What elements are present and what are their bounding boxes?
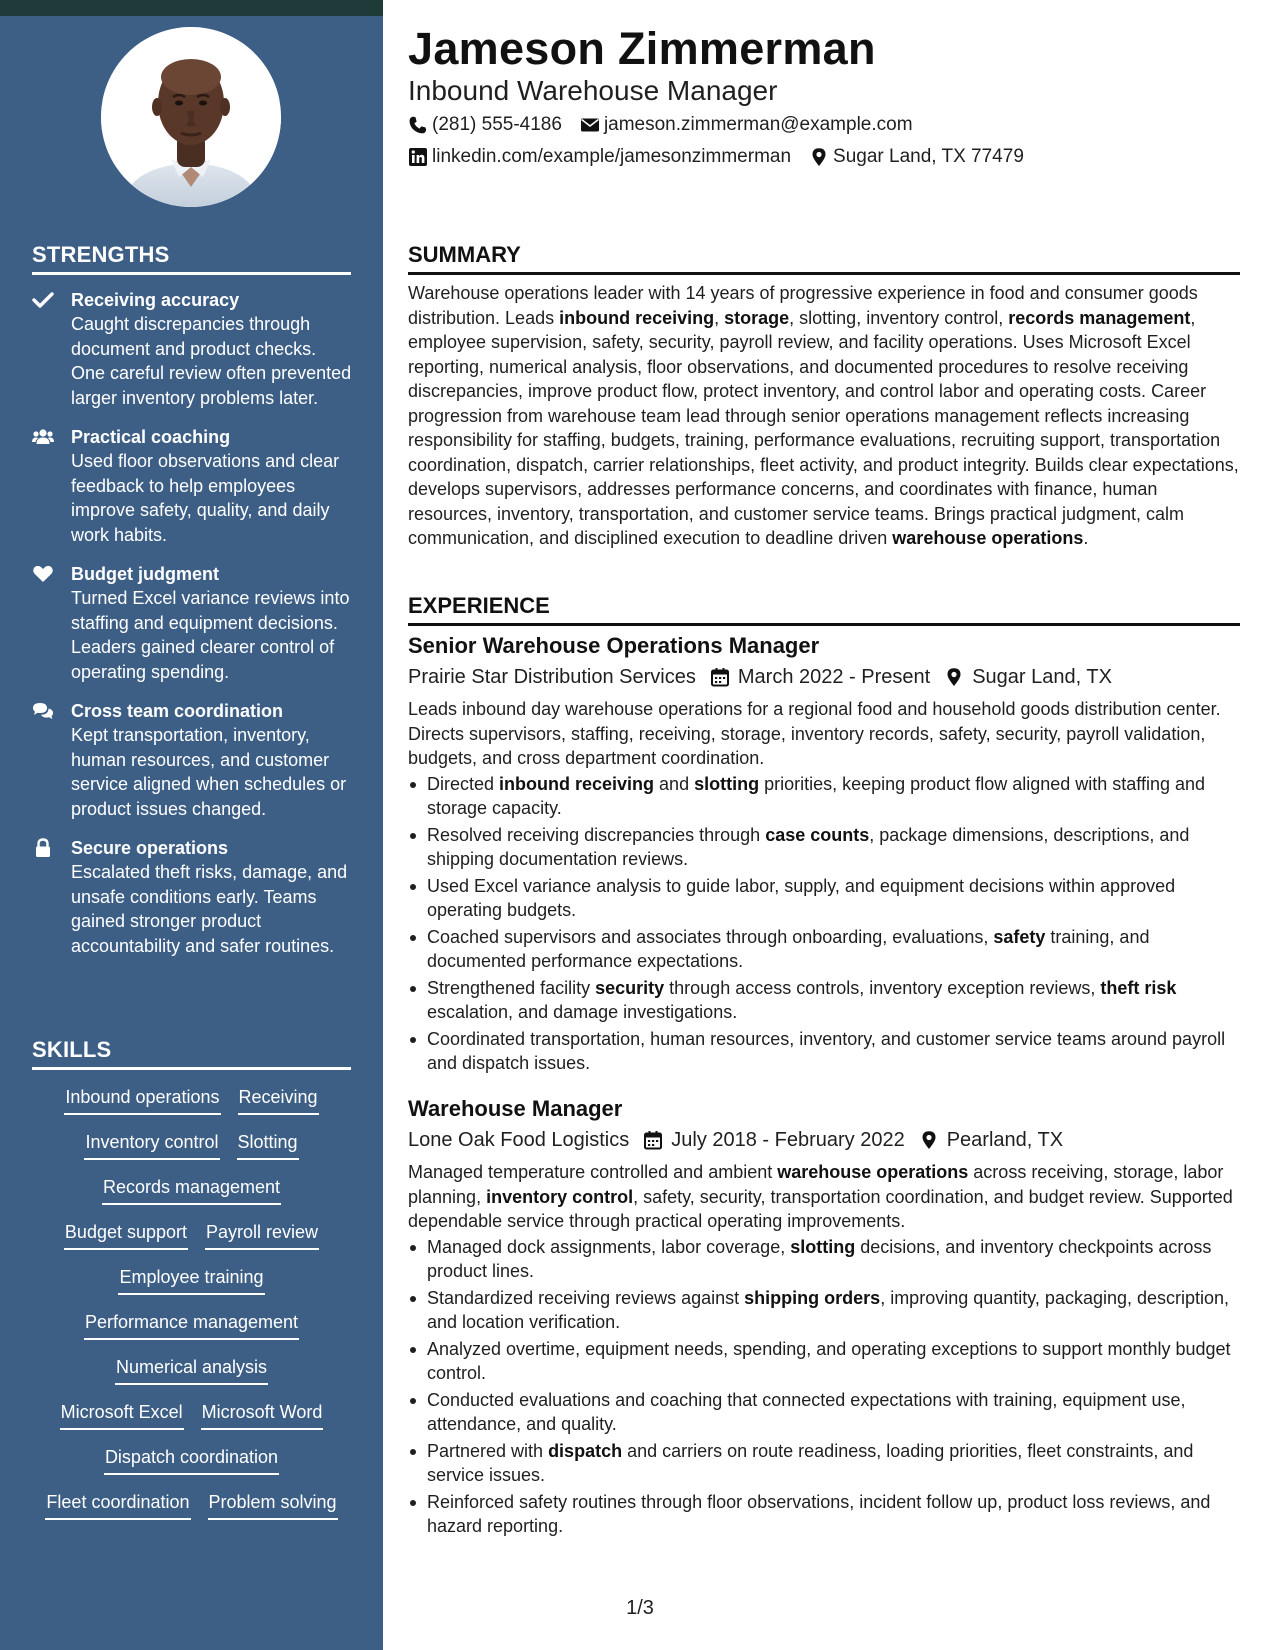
text-segment: escalation, and damage investigations. bbox=[427, 1002, 738, 1022]
job-location-text: Sugar Land, TX bbox=[972, 666, 1112, 688]
job-location-text: Pearland, TX bbox=[946, 1129, 1064, 1151]
text-segment: and carriers on route readiness, loading priorities, fleet constraints, and service issues. bbox=[427, 1440, 1194, 1485]
company-name: Prairie Star Distribution Services bbox=[408, 666, 696, 688]
text-segment: , employee supervision, safety, security, payroll review, and facility operations. Uses Microsoft Excel reporting, numerical analysis, floor observations, and documented procedures to resolve receiving discrepancies, improve product flow, protect inventory, and control labor and operating costs. Career progression from warehouse team lead through senior operations management reflects increasing responsibility for staffing, budgets, training, performance evaluations, recruiting support, transportation coordination, dispatch, carrier relationships, fleet activity, and product integrity. Builds clear expectations, develops supervisors, addresses performance concerns, and coordinates with finance, human resources, inventory, transportation, and customer service teams. Brings practical judgment, calm communication, and disciplined execution to deadline driven bbox=[408, 307, 1239, 548]
text-segment: training, and documented performance expectations. bbox=[427, 926, 1150, 971]
text-segment: . bbox=[1083, 528, 1089, 548]
skill-row bbox=[32, 1445, 351, 1490]
bullet-item bbox=[408, 874, 1240, 923]
lock-icon bbox=[32, 838, 54, 858]
text-segment: Managed dock assignments, labor coverage, bbox=[427, 1236, 791, 1257]
text-segment: , package dimensions, descriptions, and shipping documentation reviews. bbox=[427, 824, 1190, 869]
job-entry bbox=[408, 1095, 1240, 1541]
skill-row bbox=[32, 1085, 351, 1130]
skill-tag: Employee training bbox=[118, 1265, 264, 1295]
linkedin-url[interactable]: linkedin.com/example/jamesonzimmerman bbox=[432, 146, 792, 167]
strengths-heading: STRENGTHS bbox=[32, 242, 351, 275]
comments-icon bbox=[32, 701, 54, 721]
bullet-item bbox=[408, 823, 1240, 872]
map-pin-icon bbox=[944, 667, 964, 687]
bullet-item bbox=[408, 1235, 1240, 1284]
bullet-item bbox=[408, 1286, 1240, 1335]
skill-row bbox=[32, 1130, 351, 1175]
phone-icon bbox=[408, 115, 428, 135]
skill-tag: Microsoft Excel bbox=[60, 1400, 184, 1430]
strength-description: Used floor observations and clear feedback to help employees improve safety, quality, and daily work habits. bbox=[71, 451, 340, 545]
map-pin-icon bbox=[809, 147, 829, 167]
skill-tag: Slotting bbox=[237, 1130, 299, 1160]
job-bullets bbox=[408, 772, 1240, 1076]
skill-row bbox=[32, 1175, 351, 1220]
text-segment: Leads inbound day warehouse operations for a regional food and household goods distribution center. Directs supervisors, staffing, receiving, storage, inventory records, safety, security, payroll validation, budgets, and cross department coordination. bbox=[408, 699, 1221, 768]
text-segment: Strengthened facility bbox=[427, 977, 596, 998]
text-segment: Used Excel variance analysis to guide labor, supply, and equipment decisions within approved operating budgets. bbox=[427, 875, 1176, 920]
emphasized-text: inbound receiving bbox=[499, 773, 655, 794]
skill-row bbox=[32, 1355, 351, 1400]
map-pin-icon bbox=[919, 1130, 939, 1150]
job-description bbox=[408, 697, 1240, 771]
strength-description: Caught discrepancies through document and product checks. One careful review often prevented larger inventory problems later. bbox=[71, 314, 352, 408]
skill-tag: Numerical analysis bbox=[115, 1355, 268, 1385]
emphasized-text: safety bbox=[993, 926, 1046, 947]
bullet-item bbox=[408, 1490, 1240, 1539]
text-segment: , safety, security, transportation coordination, and budget review. Supported dependable service through practical operating improvements. bbox=[408, 1186, 1233, 1231]
job-dates-text: March 2022 - Present bbox=[737, 666, 931, 688]
users-icon bbox=[32, 427, 54, 447]
phone-number: (281) 555-4186 bbox=[432, 114, 562, 135]
emphasized-text: shipping orders bbox=[744, 1287, 881, 1308]
skill-row bbox=[32, 1400, 351, 1445]
profile-photo bbox=[101, 27, 281, 207]
skill-tag: Fleet coordination bbox=[45, 1490, 190, 1520]
job-dates bbox=[643, 1126, 904, 1154]
emphasized-text: slotting bbox=[790, 1236, 856, 1257]
strength-item bbox=[32, 562, 352, 684]
linkedin-icon bbox=[408, 147, 428, 167]
bullet-item bbox=[408, 1337, 1240, 1386]
page-number: 1/3 bbox=[626, 1597, 654, 1619]
profile-photo-image bbox=[101, 27, 281, 207]
skill-tag: Problem solving bbox=[208, 1490, 338, 1520]
skill-tag: Receiving bbox=[238, 1085, 319, 1115]
job-meta bbox=[408, 1126, 1240, 1154]
job-dates bbox=[710, 663, 930, 691]
summary-text bbox=[408, 281, 1240, 551]
job-entry bbox=[408, 632, 1240, 1078]
skill-row bbox=[32, 1265, 351, 1310]
text-segment: Reinforced safety routines through floor observations, incident follow up, product loss reviews, and hazard reporting. bbox=[427, 1491, 1211, 1536]
emphasized-text: case counts bbox=[765, 824, 870, 845]
text-segment: Analyzed overtime, equipment needs, spending, and operating exceptions to support monthly budget control. bbox=[427, 1338, 1231, 1383]
sidebar-top-bar bbox=[0, 0, 383, 16]
emphasized-text: security bbox=[595, 977, 665, 998]
text-segment: , slotting, inventory control, bbox=[789, 307, 1009, 328]
email-contact[interactable] bbox=[580, 113, 913, 137]
text-segment: , bbox=[714, 307, 725, 328]
bullet-item bbox=[408, 772, 1240, 821]
text-segment: Directed bbox=[427, 773, 500, 794]
skills-heading: SKILLS bbox=[32, 1037, 351, 1070]
text-segment: , improving quantity, packaging, description, and location verification. bbox=[427, 1287, 1230, 1332]
job-dates-text: July 2018 - February 2022 bbox=[671, 1129, 905, 1151]
emphasized-text: dispatch bbox=[548, 1440, 623, 1461]
job-description bbox=[408, 1160, 1240, 1234]
skill-row bbox=[32, 1310, 351, 1355]
envelope-icon bbox=[580, 115, 600, 135]
sidebar bbox=[0, 0, 383, 1650]
text-segment: Warehouse operations leader with 14 years of progressive experience in food and consumer goods distribution. Leads bbox=[408, 283, 1198, 328]
skill-row bbox=[32, 1220, 351, 1265]
contact-row bbox=[408, 113, 931, 137]
phone-contact bbox=[408, 113, 562, 137]
bullet-item bbox=[408, 1388, 1240, 1437]
emphasized-text: inbound receiving bbox=[559, 307, 715, 328]
strength-description: Escalated theft risks, damage, and unsafe conditions early. Teams gained stronger product accountability and safer routines. bbox=[71, 862, 348, 956]
strength-title: Cross team coordination bbox=[71, 701, 284, 721]
location-contact bbox=[809, 145, 1024, 169]
location-text: Sugar Land, TX 77479 bbox=[833, 146, 1024, 167]
bullet-item bbox=[408, 1439, 1240, 1488]
email-address[interactable]: jameson.zimmerman@example.com bbox=[603, 114, 913, 135]
strength-item bbox=[32, 425, 352, 547]
text-segment: through access controls, inventory exception reviews, bbox=[664, 977, 1101, 998]
job-title: Senior Warehouse Operations Manager bbox=[408, 633, 820, 658]
strength-item bbox=[32, 836, 352, 958]
job-bullets bbox=[408, 1235, 1240, 1539]
emphasized-text: warehouse operations bbox=[777, 1162, 969, 1182]
strength-title: Receiving accuracy bbox=[71, 290, 240, 310]
company-name: Lone Oak Food Logistics bbox=[408, 1129, 630, 1151]
heart-icon bbox=[32, 564, 54, 584]
text-segment: Coached supervisors and associates through onboarding, evaluations, bbox=[427, 926, 994, 947]
strength-title: Practical coaching bbox=[71, 427, 231, 447]
text-segment: priorities, keeping product flow aligned with staffing and storage capacity. bbox=[427, 773, 1206, 818]
bullet-item bbox=[408, 976, 1240, 1025]
linkedin-contact[interactable] bbox=[408, 145, 791, 169]
job-meta bbox=[408, 663, 1240, 691]
text-segment: Conducted evaluations and coaching that connected expectations with training, equipment use, attendance, and quality. bbox=[427, 1389, 1186, 1434]
emphasized-text: slotting bbox=[694, 773, 760, 794]
text-segment: Partnered with bbox=[427, 1440, 549, 1461]
skill-tag: Inbound operations bbox=[64, 1085, 220, 1115]
contact-row bbox=[408, 145, 1042, 169]
check-icon bbox=[32, 290, 54, 310]
strength-title: Budget judgment bbox=[71, 564, 219, 584]
strength-description: Kept transportation, inventory, human resources, and customer service aligned when schedules or product issues changed. bbox=[71, 725, 347, 819]
skills-list bbox=[32, 1085, 351, 1535]
candidate-name: Jameson Zimmerman bbox=[408, 23, 876, 74]
experience-heading: EXPERIENCE bbox=[408, 593, 1240, 626]
text-segment: Coordinated transportation, human resources, inventory, and customer service teams around payroll and dispatch issues. bbox=[427, 1028, 1226, 1073]
text-segment: and bbox=[654, 773, 695, 794]
job-title: Warehouse Manager bbox=[408, 1096, 623, 1121]
text-segment: decisions, and inventory checkpoints across product lines. bbox=[427, 1236, 1212, 1281]
text-segment: Standardized receiving reviews against bbox=[427, 1287, 745, 1308]
emphasized-text: storage bbox=[724, 307, 790, 328]
skill-tag: Microsoft Word bbox=[201, 1400, 324, 1430]
bullet-item bbox=[408, 925, 1240, 974]
skill-tag: Payroll review bbox=[205, 1220, 319, 1250]
strength-title: Secure operations bbox=[71, 838, 229, 858]
skill-tag: Performance management bbox=[84, 1310, 299, 1340]
calendar-icon bbox=[643, 1130, 663, 1150]
skill-tag: Budget support bbox=[64, 1220, 188, 1250]
emphasized-text: theft risk bbox=[1100, 977, 1177, 998]
job-location bbox=[944, 663, 1112, 691]
text-segment: Managed temperature controlled and ambient bbox=[408, 1162, 778, 1182]
skill-row bbox=[32, 1490, 351, 1535]
candidate-title: Inbound Warehouse Manager bbox=[408, 75, 778, 106]
emphasized-text: warehouse operations bbox=[892, 528, 1084, 548]
skill-tag: Dispatch coordination bbox=[104, 1445, 279, 1475]
summary-heading: SUMMARY bbox=[408, 242, 1240, 275]
strength-description: Turned Excel variance reviews into staffing and equipment decisions. Leaders gained clearer control of operating spending. bbox=[71, 588, 350, 682]
bullet-item bbox=[408, 1027, 1240, 1076]
calendar-icon bbox=[710, 667, 730, 687]
emphasized-text: inventory control bbox=[486, 1186, 634, 1207]
skill-tag: Inventory control bbox=[84, 1130, 219, 1160]
emphasized-text: records management bbox=[1008, 307, 1191, 328]
strength-item bbox=[32, 288, 352, 410]
skill-tag: Records management bbox=[102, 1175, 281, 1205]
text-segment: Resolved receiving discrepancies through bbox=[427, 824, 766, 845]
strength-item bbox=[32, 699, 352, 821]
job-location bbox=[919, 1126, 1063, 1154]
text-segment: across receiving, storage, labor planning, bbox=[408, 1162, 1224, 1207]
strengths-list bbox=[32, 288, 352, 973]
